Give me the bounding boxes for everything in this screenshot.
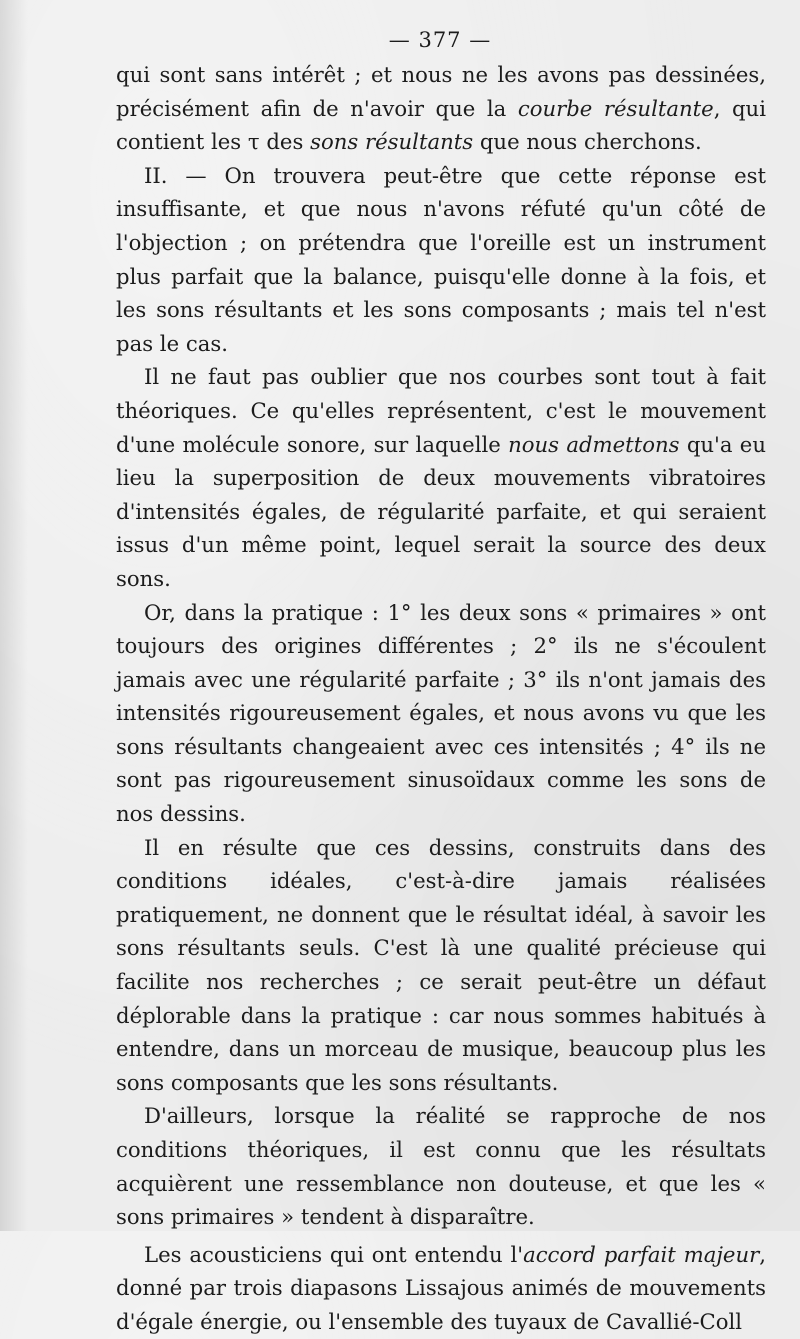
text-run: Les acousticiens qui ont entendu l' <box>144 1241 524 1267</box>
text-run: , donné par trois diapasons Lissajous animés de mouvements d'égale énergie, ou l'ensemble des tuyaux de Cavallié-Coll <box>116 1241 766 1334</box>
text-run: qui sont sans intérêt ; et nous ne les avons pas dessinées, précisément afin de n'avoir que la <box>116 62 766 121</box>
text-run: Il en résulte que ces dessins, construits dans des conditions idéales, c'est-à-dire jamais réalisées pratiquement, ne donnent que le résultat idéal, à savoir les sons résultants seuls. C'est là une qualité précieuse qui facilite nos recherches ; ce serait peut-être un défaut déplorable dans la pratique : car nous sommes habitués à entendre, dans un morceau de musique, beaucoup plus les sons composants que les sons résultants. <box>116 834 766 1095</box>
italic-text: courbe résultante <box>517 95 714 121</box>
paragraph <box>116 1099 766 1233</box>
text-run: II. — On trouvera peut-être que cette réponse est insuffisante, et que nous n'avons réfuté qu'un côté de l'objection ; on prétendra que l'oreille est un instrument plus parfait que la balance, puisqu'elle donne à la fois, et les sons résultants et les sons composants ; mais tel n'est pas le cas. <box>116 162 766 356</box>
body-text <box>116 58 766 1339</box>
paragraph <box>116 831 766 1100</box>
text-run: D'ailleurs, lorsque la réalité se rapproche de nos conditions théoriques, il est connu que les résultats acquièrent une ressemblance non douteuse, et que les « sons primaires » tendent à disparaître. <box>116 1103 766 1230</box>
paragraph <box>116 159 766 361</box>
italic-text: sons résultants <box>310 129 474 155</box>
paragraph <box>116 1238 766 1339</box>
text-run: , qui contient les τ des <box>116 95 766 155</box>
page-edge-shadow <box>0 0 28 1231</box>
paragraph <box>116 360 766 595</box>
paragraph <box>116 596 766 831</box>
page-number: — 377 — <box>388 28 492 52</box>
text-run: que nous cherchons. <box>473 129 702 155</box>
italic-text: nous admettons <box>508 431 680 457</box>
paragraph <box>116 58 766 159</box>
italic-text: accord parfait majeur <box>523 1241 760 1267</box>
text-run: qu'a eu lieu la superposition de deux mouvements vibratoires d'intensités égales, de régularité parfaite, et qui seraient issus d'un même point, lequel serait la source des deux sons. <box>116 431 766 591</box>
text-run: Or, dans la pratique : 1° les deux sons « primaires » ont toujours des origines différentes ; 2° ils ne s'écoulent jamais avec une régularité parfaite ; 3° ils n'ont jamais des intensités rigoureusement égales, et nous avons vu que les sons résultants changeaient avec ces intensités ; 4° ils ne sont pas rigoureusement sinusoïdaux comme les sons de nos dessins. <box>116 599 766 827</box>
text-run: Il ne faut pas oublier que nos courbes sont tout à fait théoriques. Ce qu'elles représentent, c'est le mouvement d'une molécule sonore, sur laquelle <box>116 364 766 457</box>
